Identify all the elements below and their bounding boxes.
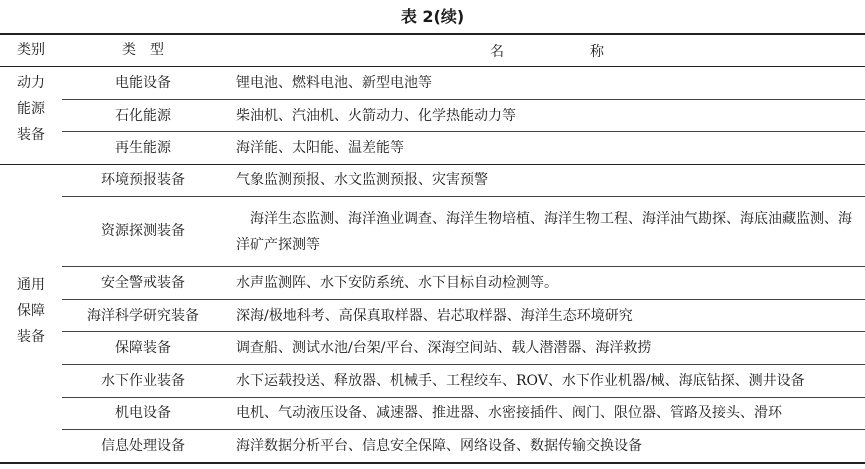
row-divider xyxy=(62,99,865,100)
category-line: 能源 xyxy=(17,101,45,117)
group-divider xyxy=(0,164,865,165)
row-type: 水下作业装备 xyxy=(101,373,185,389)
row-name: 海洋能、太阳能、温差能等 xyxy=(236,140,404,156)
row-name: 深海/极地科考、高保真取样器、岩芯取样器、海洋生态环境研究 xyxy=(236,308,633,324)
row-divider xyxy=(62,299,865,300)
category-power-energy xyxy=(0,70,62,148)
header-rule xyxy=(0,66,865,67)
row-type: 石化能源 xyxy=(115,108,171,124)
row-name: 气象监测预报、水文监测预报、灾害预警 xyxy=(236,172,488,188)
row-name: 调查船、测试水池/台架/平台、深海空间站、载人潜潜器、海洋救捞 xyxy=(236,340,652,356)
row-name: 柴油机、汽油机、火箭动力、化学热能动力等 xyxy=(236,108,516,124)
row-name: 电机、气动液压设备、减速器、推进器、水密接插件、阀门、限位器、管路及接头、滑环 xyxy=(236,405,782,421)
row-name: 水声监测阵、水下安防系统、水下目标自动检测等。 xyxy=(236,275,558,291)
category-line: 装备 xyxy=(17,127,45,143)
row-divider xyxy=(62,131,865,132)
row-divider xyxy=(62,429,865,430)
row-divider xyxy=(62,397,865,398)
row-name: 水下运载投送、释放器、机械手、工程绞车、ROV、水下作业机器/械、海底钻探、测井设备 xyxy=(236,373,805,389)
row-divider xyxy=(62,331,865,332)
row-divider xyxy=(62,266,865,267)
row-type: 信息处理设备 xyxy=(101,438,185,454)
top-rule xyxy=(0,33,865,35)
row-type: 电能设备 xyxy=(115,75,171,91)
row-type: 海洋科学研究装备 xyxy=(87,308,199,324)
row-type: 安全警戒装备 xyxy=(101,275,185,291)
header-name-char-2: 称 xyxy=(590,44,604,60)
category-line: 保障 xyxy=(17,303,45,319)
row-name: 海洋生态监测、海洋渔业调查、海洋生物培植、海洋生物工程、海洋油气勘探、海底油藏监测、海洋矿产探测等 xyxy=(236,211,852,253)
header-name-char-1: 名 xyxy=(490,44,504,60)
header-type: 类 型 xyxy=(122,42,164,58)
category-line: 通用 xyxy=(17,277,45,293)
header-category: 类别 xyxy=(17,42,45,58)
category-line: 动力 xyxy=(17,75,45,91)
row-divider xyxy=(62,196,865,197)
row-type: 环境预报装备 xyxy=(101,172,185,188)
row-type: 机电设备 xyxy=(115,405,171,421)
row-name: 锂电池、燃料电池、新型电池等 xyxy=(236,75,432,91)
row-name: 海洋数据分析平台、信息安全保障、网络设备、数据传输交换设备 xyxy=(236,438,642,454)
bottom-rule xyxy=(0,462,865,464)
row-type: 资源探测装备 xyxy=(101,223,185,239)
category-general-support xyxy=(0,272,62,350)
table-title: 表 2(续) xyxy=(400,7,465,26)
row-type: 保障装备 xyxy=(115,340,171,356)
row-type: 再生能源 xyxy=(115,140,171,156)
row-divider xyxy=(62,364,865,365)
category-line: 装备 xyxy=(17,329,45,345)
